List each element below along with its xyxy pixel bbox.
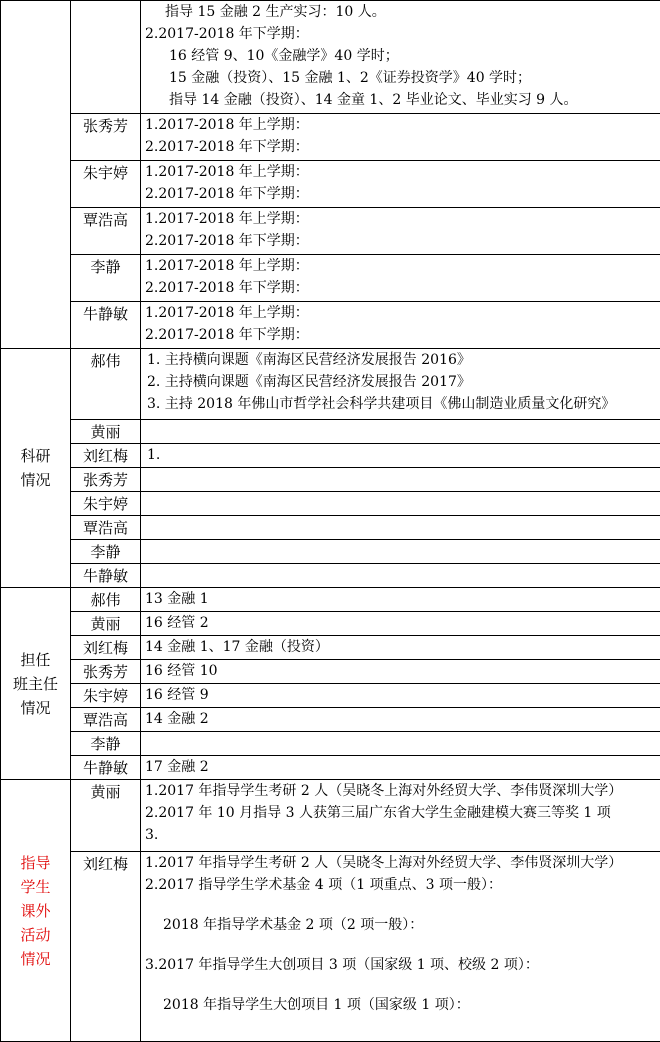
name-cell: 黄丽: [71, 612, 141, 636]
text-line: 2.2017-2018 年下学期：: [145, 324, 660, 346]
text-line: 3.2017 年指导学生大创项目 3 项（国家级 1 项、校级 2 项）：: [145, 954, 660, 976]
name-cell: 刘红梅: [71, 636, 141, 660]
research-content-cell: [141, 492, 660, 516]
text-line: 1.2017 年指导学生考研 2 人（吴晓冬上海对外经贸大学、李伟贤深圳大学）: [145, 780, 660, 802]
text-line: 15 金融（投资）、15 金融 1、2《证券投资学》40 学时；: [145, 67, 660, 89]
text-line: 3. 主持 2018 年佛山市哲学社会科学共建项目《佛山制造业质量文化研究》: [147, 393, 660, 415]
text-line: 1.2017-2018 年上学期：: [145, 208, 660, 230]
text-line: 17 金融 2: [145, 756, 660, 778]
name-cell: 刘红梅: [71, 444, 141, 468]
research-content-cell: [141, 468, 660, 492]
name-cell: 张秀芳: [71, 660, 141, 684]
category-label: 班主任: [1, 672, 70, 696]
category-cell-teaching: [1, 1, 71, 349]
class-teacher-value: [141, 588, 660, 612]
research-content-cell: [141, 540, 660, 564]
class-teacher-value: [141, 708, 660, 732]
name-cell: 郝伟: [71, 588, 141, 612]
text-line: 1.2017-2018 年上学期：: [145, 255, 660, 277]
text-line: 14 金融 1、17 金融（投资）: [145, 636, 660, 658]
research-content-cell: [141, 349, 660, 420]
class-teacher-value: [141, 756, 660, 780]
name-cell: 李静: [71, 540, 141, 564]
name-cell: 黄丽: [71, 780, 141, 852]
name-cell: 覃浩高: [71, 208, 141, 255]
category-label: 情况: [1, 696, 70, 720]
name-cell: 朱宇婷: [71, 684, 141, 708]
name-cell: 张秀芳: [71, 114, 141, 161]
name-cell: 张秀芳: [71, 468, 141, 492]
name-cell: 刘红梅: [71, 852, 141, 1042]
name-cell: 朱宇婷: [71, 161, 141, 208]
text-line: 2.2017-2018 年下学期：: [145, 277, 660, 299]
name-cell: 覃浩高: [71, 516, 141, 540]
text-line: 3.: [145, 824, 660, 846]
text-line: 2. 主持横向课题《南海区民营经济发展报告 2017》: [147, 371, 660, 393]
name-cell: 牛静敏: [71, 564, 141, 588]
text-line: 2018 年指导学生大创项目 1 项（国家级 1 项）：: [145, 994, 660, 1016]
research-content-cell: [141, 444, 660, 468]
teaching-content-cell: [141, 302, 660, 349]
activity-content-cell: [141, 852, 660, 1042]
activity-content-cell: [141, 780, 660, 852]
class-teacher-value: [141, 636, 660, 660]
text-line: 16 经管 9: [145, 684, 660, 706]
text-line: 2.2017-2018 年下学期：: [145, 183, 660, 205]
text-line: 1.2017-2018 年上学期：: [145, 302, 660, 324]
class-teacher-value: [141, 732, 660, 756]
category-label: 活动: [1, 923, 70, 947]
class-teacher-value: [141, 660, 660, 684]
text-line: 16 经管 10: [145, 660, 660, 682]
name-cell: 黄丽: [71, 420, 141, 444]
text-line: 2.2017 年 10 月指导 3 人获第三届广东省大学生金融建模大赛三等奖 1 项: [145, 802, 660, 824]
text-line: 1.2017-2018 年上学期：: [145, 161, 660, 183]
name-cell: 郝伟: [71, 349, 141, 420]
class-teacher-value: [141, 684, 660, 708]
name-cell: 朱宇婷: [71, 492, 141, 516]
text-line: 16 经管 9、10《金融学》40 学时；: [145, 45, 660, 67]
teaching-content-cell: [141, 114, 660, 161]
name-cell: 覃浩高: [71, 708, 141, 732]
teaching-content-cell: [141, 1, 660, 114]
research-content-cell: [141, 420, 660, 444]
text-line: 13 金融 1: [145, 588, 660, 610]
name-cell: [71, 1, 141, 114]
name-cell: 李静: [71, 255, 141, 302]
research-content-cell: [141, 564, 660, 588]
category-label: 指导: [1, 851, 70, 875]
name-cell: 李静: [71, 732, 141, 756]
text-line: [145, 732, 660, 754]
category-label: 情况: [1, 468, 70, 492]
text-line: 14 金融 2: [145, 708, 660, 730]
text-line: 16 经管 2: [145, 612, 660, 634]
text-line: 指导 15 金融 2 生产实习：10 人。: [145, 1, 660, 23]
text-line: 2018 年指导学术基金 2 项（2 项一般）：: [145, 914, 660, 936]
text-line: 1.: [147, 444, 660, 466]
teaching-content-cell: [141, 161, 660, 208]
name-cell: 牛静敏: [71, 756, 141, 780]
text-line: 2.2017-2018 年下学期：: [145, 230, 660, 252]
text-line: 2.2017-2018 年下学期：: [145, 136, 660, 158]
research-content-cell: [141, 516, 660, 540]
text-line: 指导 14 金融（投资）、14 金童 1、2 毕业论文、毕业实习 9 人。: [145, 89, 660, 111]
category-cell-class-teacher: [1, 588, 71, 780]
category-label: 情况: [1, 947, 70, 971]
category-cell-student-activity: [1, 780, 71, 1042]
text-line: 1.2017-2018 年上学期：: [145, 114, 660, 136]
category-label: 学生: [1, 875, 70, 899]
text-line: 1.2017 年指导学生考研 2 人（吴晓冬上海对外经贸大学、李伟贤深圳大学）: [145, 852, 660, 874]
class-teacher-value: [141, 612, 660, 636]
category-label: 科研: [1, 444, 70, 468]
teaching-content-cell: [141, 208, 660, 255]
category-label: 课外: [1, 899, 70, 923]
text-line: 1. 主持横向课题《南海区民营经济发展报告 2016》: [147, 349, 660, 371]
text-line: 2.2017 指导学生学术基金 4 项（1 项重点、3 项一般）：: [145, 874, 660, 896]
text-line: 2.2017-2018 年下学期：: [145, 23, 660, 45]
teaching-content-cell: [141, 255, 660, 302]
name-cell: 牛静敏: [71, 302, 141, 349]
category-cell-research: [1, 349, 71, 588]
category-label: 担任: [1, 648, 70, 672]
